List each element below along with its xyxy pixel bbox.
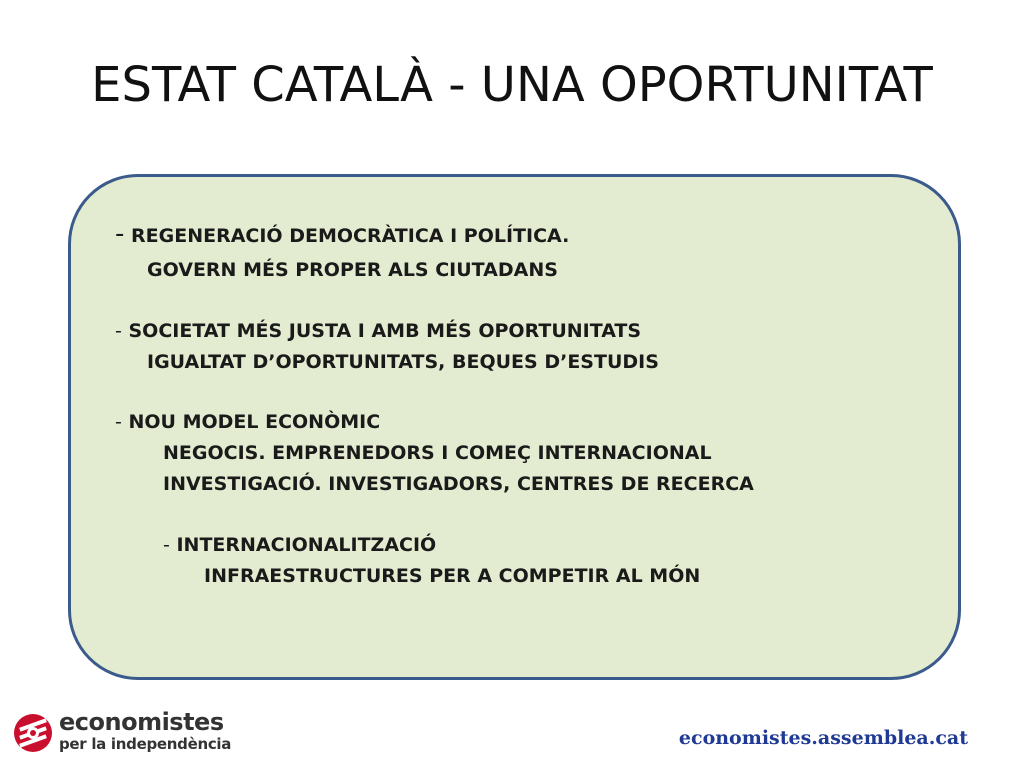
point-4-heading: INTERNACIONALITZACIÓ	[176, 534, 437, 556]
slide-title: ESTAT CATALÀ - UNA OPORTUNITAT	[91, 57, 933, 113]
point-1-dash: -	[115, 219, 125, 249]
logo-name: economistes	[59, 708, 224, 736]
point-3-dash: -	[115, 411, 122, 433]
point-3-heading: NOU MODEL ECONÒMIC	[128, 411, 381, 433]
point-3-sub-2: INVESTIGACIÓ. INVESTIGADORS, CENTRES DE RECERCA	[163, 473, 754, 495]
point-1-heading-line	[115, 221, 569, 247]
logo-tagline: per la independència	[59, 735, 232, 753]
point-2-heading-line	[115, 322, 641, 341]
point-4-sub: INFRAESTRUCTURES PER A COMPETIR AL MÓN	[204, 565, 701, 587]
point-2-dash: -	[115, 320, 122, 342]
economistes-logo-icon	[13, 713, 53, 753]
point-4-heading-line	[163, 536, 436, 555]
website-url[interactable]: economistes.assemblea.cat	[678, 727, 968, 749]
point-1-heading: REGENERACIÓ DEMOCRÀTICA I POLÍTICA.	[131, 225, 570, 247]
point-3-heading-line	[115, 413, 380, 432]
point-1-sub: GOVERN MÉS PROPER ALS CIUTADANS	[147, 259, 558, 281]
organization-logo	[13, 708, 232, 757]
point-2-heading: SOCIETAT MÉS JUSTA I AMB MÉS OPORTUNITATS	[128, 320, 642, 342]
content-box	[68, 174, 961, 680]
point-4-dash: -	[163, 534, 170, 556]
point-3-sub-1: NEGOCIS. EMPRENEDORS I COMEÇ INTERNACIONAL	[163, 442, 712, 464]
point-2-sub: IGUALTAT D’OPORTUNITATS, BEQUES D’ESTUDIS	[147, 351, 659, 373]
